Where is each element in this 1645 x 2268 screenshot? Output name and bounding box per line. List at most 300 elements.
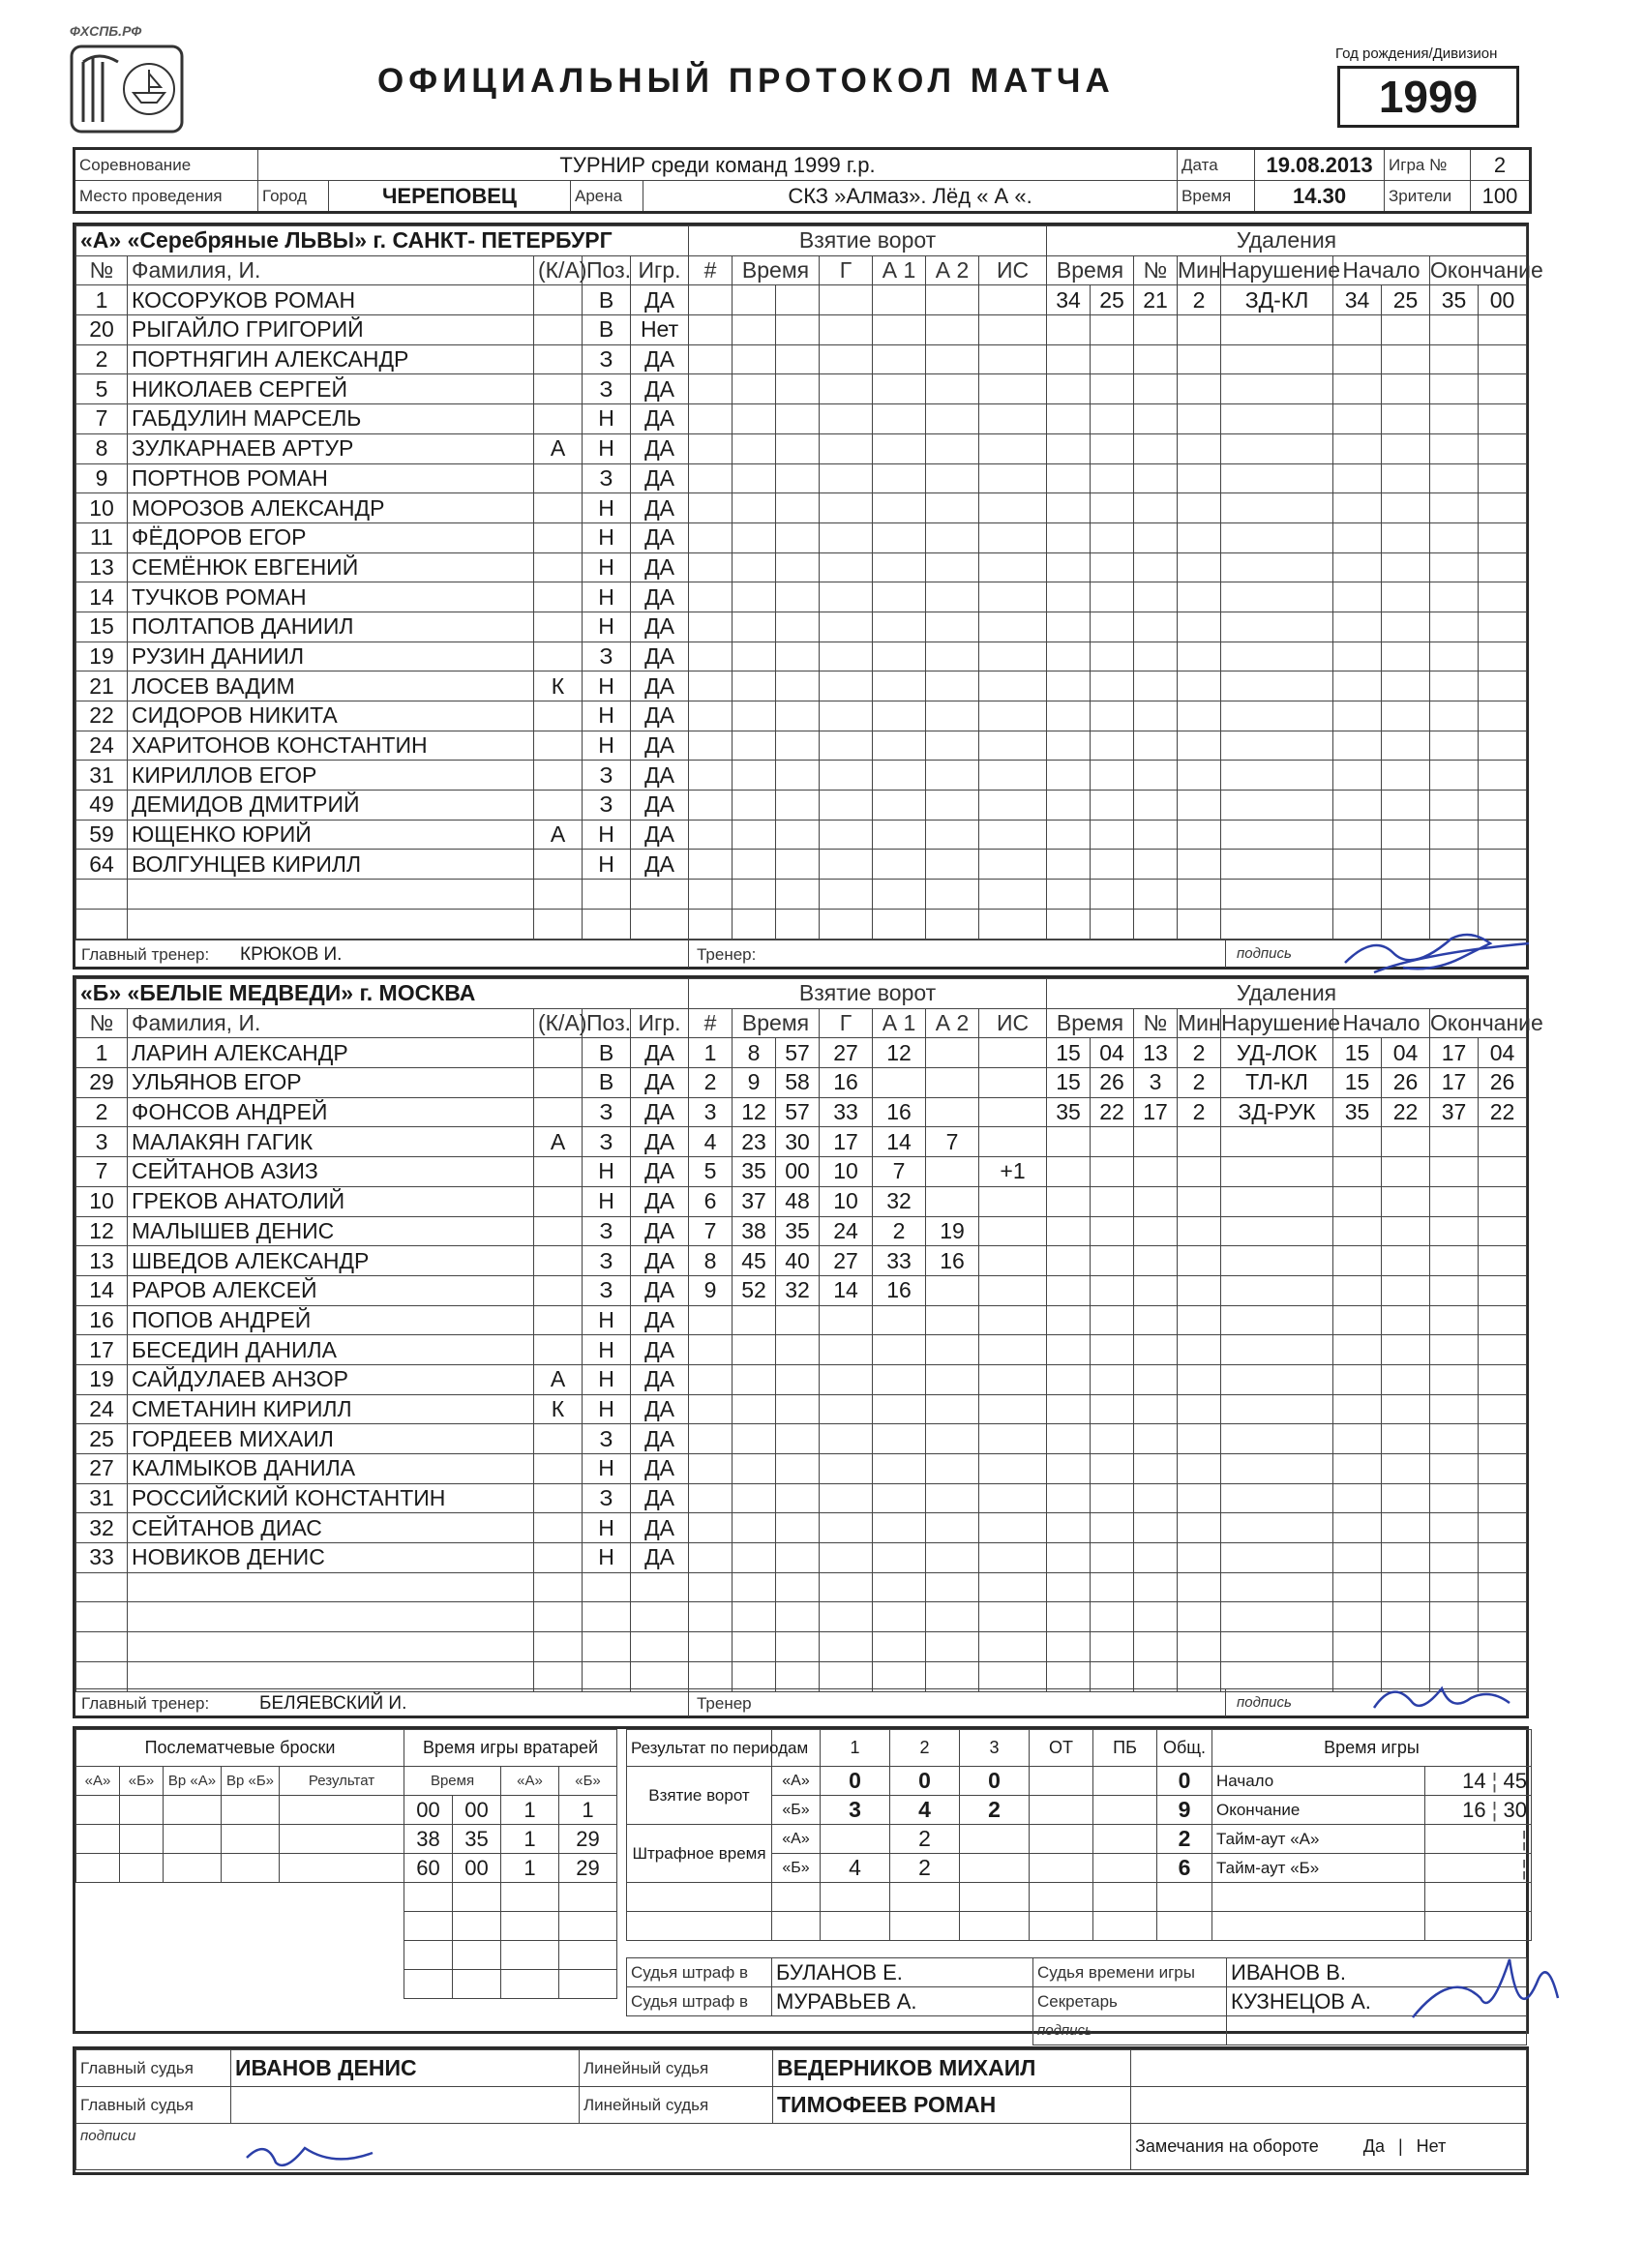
remarks-no[interactable]: Нет (1416, 2136, 1447, 2156)
goal-row (689, 1305, 1047, 1335)
goal-g (820, 701, 873, 731)
goal-a2 (926, 463, 979, 493)
period-value (1093, 1767, 1157, 1796)
goal-g (820, 1602, 873, 1632)
player-position (583, 1572, 631, 1602)
player-position: З (583, 1424, 631, 1454)
date-label: Дата (1178, 149, 1255, 181)
goal-n (689, 671, 733, 701)
goal-s (776, 850, 820, 880)
goal-g (820, 404, 873, 434)
penalty-tm (1047, 1246, 1091, 1276)
goal-s: 57 (776, 1038, 820, 1068)
player-role (534, 285, 583, 315)
goal-g (820, 374, 873, 404)
penalty-no (1134, 1335, 1178, 1365)
penalty-es (1479, 1454, 1527, 1484)
team-a-title: «А» «Серебряные ЛЬВЫ» г. САНКТ- ПЕТЕРБУРГ (76, 226, 689, 256)
penalty-sm (1333, 880, 1382, 910)
player-role (534, 522, 583, 552)
coach-label-b: Тренер (697, 1694, 752, 1713)
penalty-min (1178, 1483, 1221, 1513)
penalty-tm (1047, 1513, 1091, 1543)
goal-m: 12 (733, 1097, 776, 1127)
goal-row (689, 1572, 1047, 1602)
player-position: З (583, 761, 631, 791)
penalty-no (1134, 493, 1178, 523)
penalty-tm (1047, 374, 1091, 404)
goal-n (689, 374, 733, 404)
penalty-no: 21 (1134, 285, 1178, 315)
penalty-sm (1333, 433, 1382, 463)
goal-is (979, 315, 1047, 345)
goal-m: 52 (733, 1275, 776, 1305)
goal-s: 48 (776, 1186, 820, 1216)
player-name (128, 1602, 534, 1632)
penalty-ss (1382, 880, 1430, 910)
penalty-ss (1382, 315, 1430, 345)
goal-s (776, 671, 820, 701)
player-name: ЛОСЕВ ВАДИМ (128, 671, 534, 701)
team-a-penalties (1046, 225, 1543, 940)
gt-min: 16 (1462, 1797, 1486, 1822)
penalty-sm (1333, 1513, 1382, 1543)
timekeeper: ИВАНОВ В. (1227, 1958, 1527, 1987)
period-row-label: Взятие ворот (627, 1767, 772, 1825)
goal-row (689, 642, 1047, 671)
penalty-em (1430, 1602, 1479, 1632)
head-coach-label-a: Главный тренер: (81, 945, 210, 964)
penalty-tm (1047, 493, 1091, 523)
goal-a1 (873, 612, 926, 642)
goal-g (820, 344, 873, 374)
penalty-min (1178, 820, 1221, 850)
goal-n (689, 1572, 733, 1602)
penalty-no (1134, 820, 1178, 850)
player-number: 24 (76, 1394, 128, 1424)
player-position (583, 909, 631, 939)
player-played: ДА (631, 433, 689, 463)
goal-s (776, 791, 820, 821)
player-role: А (534, 433, 583, 463)
officials-table (626, 1957, 1527, 2045)
player-played: ДА (631, 1068, 689, 1098)
goal-a2: 7 (926, 1127, 979, 1157)
col-hash: # (689, 1008, 733, 1038)
goal-a1 (873, 1632, 926, 1662)
game-time-value: ¦ (1425, 1825, 1532, 1854)
penalty-ts (1091, 1543, 1134, 1573)
penalty-viol (1221, 701, 1333, 731)
penalty-ts (1091, 1305, 1134, 1335)
goal-a2 (926, 285, 979, 315)
goal-n: 7 (689, 1216, 733, 1246)
goal-m (733, 642, 776, 671)
period-row-label: Штрафное время (627, 1825, 772, 1883)
period-value (1030, 1767, 1093, 1796)
penalty-ts (1091, 820, 1134, 850)
goal-m: 45 (733, 1246, 776, 1276)
player-played: ДА (631, 463, 689, 493)
goal-a1 (873, 761, 926, 791)
goal-is (979, 1543, 1047, 1573)
goals-header-a: Взятие ворот (689, 226, 1047, 256)
period-value: 4 (821, 1854, 890, 1883)
remarks-yes[interactable]: Да (1362, 2136, 1385, 2156)
player-name: РОССИЙСКИЙ КОНСТАНТИН (128, 1483, 534, 1513)
goal-row (689, 1454, 1047, 1484)
goal-n (689, 1305, 733, 1335)
goal-row (689, 433, 1047, 463)
penalty-row (1047, 285, 1527, 315)
goal-a1 (873, 1394, 926, 1424)
spectators-value: 100 (1471, 181, 1531, 213)
player-number: 2 (76, 344, 128, 374)
penalty-min (1178, 1572, 1221, 1602)
goal-row (689, 463, 1047, 493)
player-row (76, 315, 689, 345)
penalty-tm (1047, 1632, 1091, 1662)
penalty-es (1479, 1364, 1527, 1394)
goal-a2 (926, 731, 979, 761)
penalty-ss (1382, 850, 1430, 880)
player-number: 3 (76, 1127, 128, 1157)
penalty-ts (1091, 1513, 1134, 1543)
goal-a1 (873, 1424, 926, 1454)
col-start: Начало (1333, 255, 1430, 285)
goal-is (979, 1454, 1047, 1484)
goal-n (689, 1602, 733, 1632)
penalty-ss: 04 (1382, 1038, 1430, 1068)
goal-row (689, 404, 1047, 434)
player-role: А (534, 1364, 583, 1394)
penalty-sm (1333, 1216, 1382, 1246)
player-played (631, 1572, 689, 1602)
penalty-ss (1382, 612, 1430, 642)
goal-s (776, 1335, 820, 1365)
penalty-no (1134, 1364, 1178, 1394)
penalty-em (1430, 522, 1479, 552)
penalty-em: 17 (1430, 1038, 1479, 1068)
goal-n (689, 315, 733, 345)
player-played (631, 1632, 689, 1662)
penalty-min (1178, 1424, 1221, 1454)
penalty-viol (1221, 522, 1333, 552)
penalty-ss (1382, 761, 1430, 791)
penalty-ts (1091, 1157, 1134, 1187)
penalty-tm: 34 (1047, 285, 1091, 315)
col-min: Мин (1178, 255, 1221, 285)
penalty-min (1178, 791, 1221, 821)
goalie-time-title: Время игры вратарей (404, 1730, 617, 1767)
player-position: Н (583, 1186, 631, 1216)
goal-g (820, 1424, 873, 1454)
goals-header-b: Взятие ворот (689, 979, 1047, 1009)
goal-g (820, 433, 873, 463)
goal-m (733, 612, 776, 642)
goal-g (820, 582, 873, 612)
competition-label: Соревнование (75, 149, 258, 181)
penalty-sm: 15 (1333, 1038, 1382, 1068)
goal-m (733, 1394, 776, 1424)
penalty-ss (1382, 404, 1430, 434)
penalty-no (1134, 761, 1178, 791)
penalty-tm (1047, 1483, 1091, 1513)
goal-g (820, 642, 873, 671)
goal-m (733, 1364, 776, 1394)
goal-row (689, 612, 1047, 642)
col-ka: (К/А) (534, 1008, 583, 1038)
penalty-row (1047, 820, 1527, 850)
penalty-row (1047, 404, 1527, 434)
penalty-min (1178, 1661, 1221, 1691)
penalty-es (1479, 820, 1527, 850)
player-role (534, 1305, 583, 1335)
penalty-ts (1091, 344, 1134, 374)
goal-n: 3 (689, 1097, 733, 1127)
penalty-no (1134, 404, 1178, 434)
player-number: 25 (76, 1424, 128, 1454)
penalty-ss: 25 (1382, 285, 1430, 315)
goal-g (820, 285, 873, 315)
penalty-row (1047, 731, 1527, 761)
game-time-label: Начало (1212, 1767, 1425, 1796)
player-row (76, 1483, 689, 1513)
player-position: Н (583, 701, 631, 731)
player-position: Н (583, 522, 631, 552)
spectators-label: Зрители (1385, 181, 1471, 213)
player-role (534, 344, 583, 374)
goal-m (733, 1661, 776, 1691)
gt-b: 29 (559, 1825, 617, 1854)
goal-is (979, 1038, 1047, 1068)
goal-is (979, 671, 1047, 701)
player-played: ДА (631, 1364, 689, 1394)
goal-g: 24 (820, 1216, 873, 1246)
player-number: 1 (76, 285, 128, 315)
ref-label-2: Главный судья (76, 2087, 231, 2124)
goal-m (733, 493, 776, 523)
goal-s (776, 731, 820, 761)
summary-section (73, 1726, 1529, 2039)
period-col: Общ. (1157, 1730, 1212, 1767)
penalty-ss (1382, 1216, 1430, 1246)
goal-a2 (926, 820, 979, 850)
goal-g: 17 (820, 1127, 873, 1157)
penalty-es (1479, 1335, 1527, 1365)
goal-s (776, 1483, 820, 1513)
penalty-es (1479, 1275, 1527, 1305)
shootout-col: Результат (280, 1767, 404, 1796)
penalty-sm (1333, 522, 1382, 552)
penalty-viol (1221, 1394, 1333, 1424)
penalty-sm (1333, 1275, 1382, 1305)
player-number: 14 (76, 582, 128, 612)
goal-a1 (873, 374, 926, 404)
penalty-em (1430, 582, 1479, 612)
penalty-viol (1221, 1335, 1333, 1365)
page-title: ОФИЦИАЛЬНЫЙ ПРОТОКОЛ МАТЧА (377, 62, 1115, 100)
goal-n (689, 1394, 733, 1424)
col-ptime: Время (1047, 255, 1134, 285)
penalty-es (1479, 671, 1527, 701)
penalty-viol (1221, 1186, 1333, 1216)
team-b-goals (688, 978, 1047, 1692)
goal-a2 (926, 1483, 979, 1513)
penalty-ss (1382, 1483, 1430, 1513)
shootout-col: Вр «А» (164, 1767, 222, 1796)
penalty-ss (1382, 522, 1430, 552)
secretary-label: Секретарь (1033, 1987, 1227, 2016)
goal-n (689, 552, 733, 582)
goal-n: 6 (689, 1186, 733, 1216)
penalty-no (1134, 522, 1178, 552)
penalty-tm (1047, 463, 1091, 493)
goal-n (689, 642, 733, 671)
penalty-ss (1382, 1186, 1430, 1216)
penalty-min (1178, 1394, 1221, 1424)
player-name: РЫГАЙЛО ГРИГОРИЙ (128, 315, 534, 345)
goal-n (689, 909, 733, 939)
penalty-no (1134, 1127, 1178, 1157)
col-violation: Нарушение (1221, 1008, 1333, 1038)
goal-m (733, 761, 776, 791)
goal-is (979, 1305, 1047, 1335)
goal-a2 (926, 1632, 979, 1662)
goal-row (689, 1602, 1047, 1632)
penalty-ts (1091, 1216, 1134, 1246)
penalty-em (1430, 463, 1479, 493)
penalty-es (1479, 433, 1527, 463)
col-g: Г (820, 255, 873, 285)
penalty-row (1047, 1602, 1527, 1632)
goal-m: 37 (733, 1186, 776, 1216)
penalty-min (1178, 404, 1221, 434)
player-position: З (583, 1216, 631, 1246)
penalty-es (1479, 850, 1527, 880)
penalty-tm (1047, 1157, 1091, 1187)
goal-a1: 16 (873, 1097, 926, 1127)
penalty-min (1178, 1186, 1221, 1216)
goal-n (689, 404, 733, 434)
goal-s (776, 1454, 820, 1484)
penalty-viol (1221, 1424, 1333, 1454)
goal-m (733, 344, 776, 374)
penalty-min (1178, 374, 1221, 404)
penalty-no (1134, 1572, 1178, 1602)
penalty-no (1134, 344, 1178, 374)
player-row (76, 1068, 689, 1098)
player-number: 14 (76, 1275, 128, 1305)
penalty-row (1047, 1246, 1527, 1276)
goal-n (689, 1543, 733, 1573)
player-role: К (534, 1394, 583, 1424)
goal-a1 (873, 582, 926, 612)
penalty-ts (1091, 493, 1134, 523)
venue-label: Место проведения (75, 181, 258, 213)
goal-is (979, 285, 1047, 315)
goal-a2 (926, 344, 979, 374)
signature-referee (237, 2138, 382, 2177)
col-name: Фамилия, И. (128, 255, 534, 285)
player-position: Н (583, 671, 631, 701)
line-label-1: Линейный судья (580, 2050, 773, 2087)
penalty-es (1479, 493, 1527, 523)
penalty-sm (1333, 1572, 1382, 1602)
goal-n: 1 (689, 1038, 733, 1068)
period-value: 9 (1157, 1796, 1212, 1825)
penalty-viol (1221, 1513, 1333, 1543)
col-pos: Поз. (583, 255, 631, 285)
goal-n (689, 344, 733, 374)
match-info (73, 147, 1532, 214)
penalty-viol (1221, 1364, 1333, 1394)
goal-n (689, 850, 733, 880)
penalty-sm (1333, 820, 1382, 850)
penalty-ts (1091, 791, 1134, 821)
goal-s (776, 1305, 820, 1335)
goal-m (733, 1513, 776, 1543)
player-played: ДА (631, 522, 689, 552)
player-position: Н (583, 1394, 631, 1424)
penalty-viol (1221, 909, 1333, 939)
player-played: ДА (631, 671, 689, 701)
player-row (76, 522, 689, 552)
goal-n (689, 1335, 733, 1365)
penalty-no (1134, 1246, 1178, 1276)
penalty-ts (1091, 761, 1134, 791)
penalty-es (1479, 463, 1527, 493)
penalty-em: 37 (1430, 1097, 1479, 1127)
player-played: ДА (631, 1157, 689, 1187)
goal-s (776, 344, 820, 374)
goal-row (689, 731, 1047, 761)
penalty-viol: ЗД-РУК (1221, 1097, 1333, 1127)
player-position: Н (583, 1513, 631, 1543)
player-number: 5 (76, 374, 128, 404)
goal-n (689, 433, 733, 463)
penalty-ss: 22 (1382, 1097, 1430, 1127)
player-position: Н (583, 552, 631, 582)
goal-g: 14 (820, 1275, 873, 1305)
penalty-min (1178, 522, 1221, 552)
period-col: 2 (890, 1730, 960, 1767)
penalty-ss (1382, 344, 1430, 374)
col-time: Время (733, 255, 820, 285)
goal-is (979, 493, 1047, 523)
penalty-ss (1382, 1632, 1430, 1662)
period-value: 4 (890, 1796, 960, 1825)
penalty-es (1479, 1186, 1527, 1216)
goal-is (979, 612, 1047, 642)
goal-a1 (873, 1335, 926, 1365)
goal-s (776, 1572, 820, 1602)
penalty-es (1479, 522, 1527, 552)
division-label: Год рождения/Дивизион (1335, 45, 1498, 62)
player-row (76, 1305, 689, 1335)
pen-judge-label-1: Судья штраф в (627, 1958, 772, 1987)
goal-a2 (926, 493, 979, 523)
penalty-ts (1091, 315, 1134, 345)
goal-g (820, 1364, 873, 1394)
penalty-viol: УД-ЛОК (1221, 1038, 1333, 1068)
goal-m (733, 1454, 776, 1484)
goal-row (689, 909, 1047, 939)
col-min: Мин (1178, 1008, 1221, 1038)
penalty-ss (1382, 374, 1430, 404)
goal-g (820, 671, 873, 701)
goal-row (689, 1364, 1047, 1394)
